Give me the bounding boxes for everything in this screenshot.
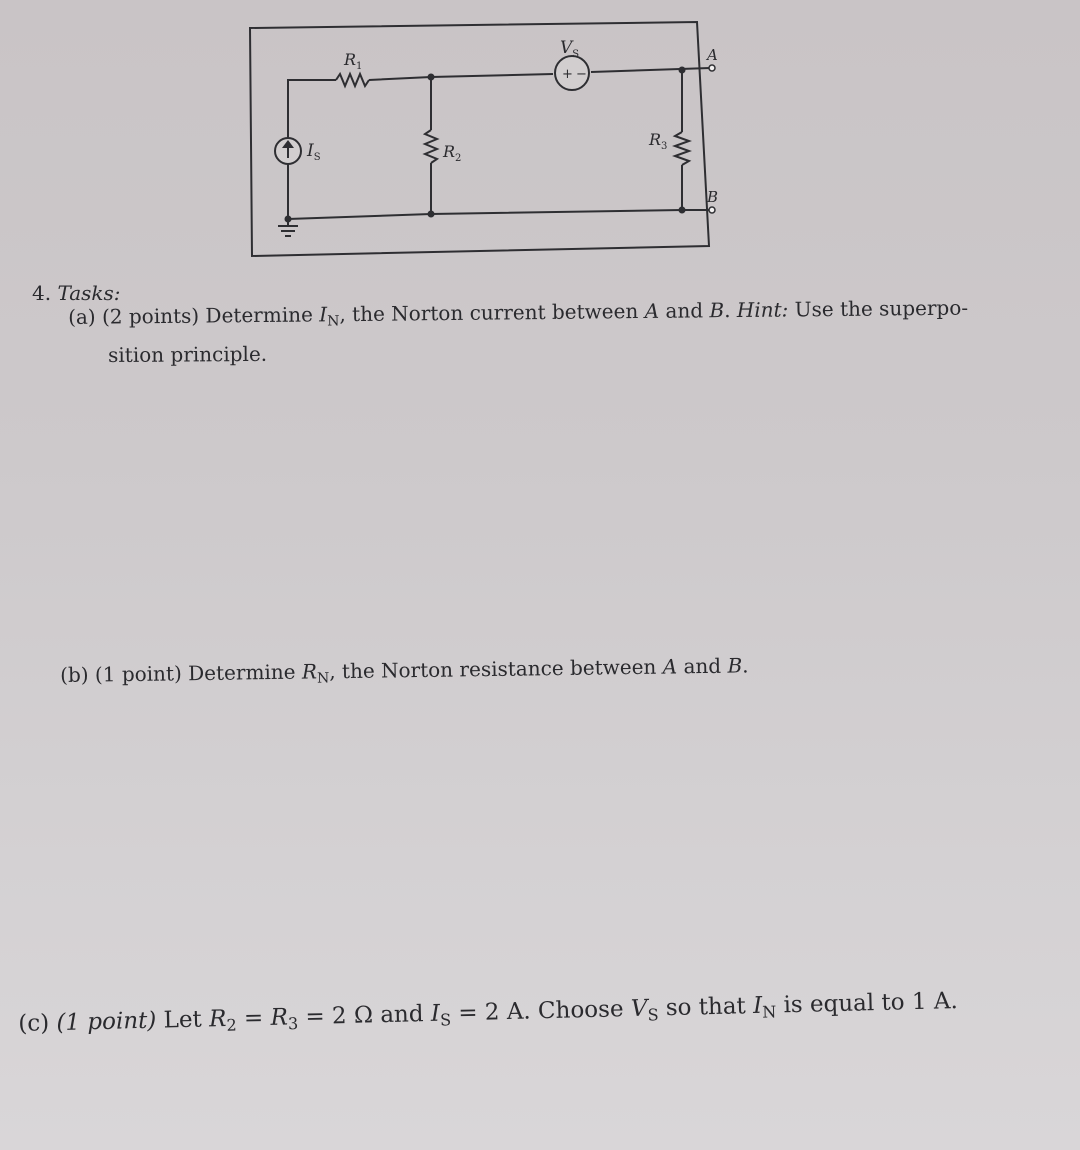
terminal-a [709,65,715,71]
node-top-r2 [428,74,435,81]
task-b-marker: (b) [60,662,89,687]
task-c [18,987,958,1042]
task-a-node-a: A [644,298,660,323]
task-c-eq2: = 2 Ω and [297,1000,432,1031]
circuit-nodes [285,67,686,223]
node-a-label: A [707,46,718,64]
task-b-var-sub: N [316,670,330,687]
terminal-b [709,207,715,213]
task-b-text3: . [742,653,749,678]
voltage-source-vs [555,56,589,90]
task-b-node-a: A [662,654,678,679]
task-c-in-sub: N [762,1002,777,1022]
task-b [60,652,749,691]
task-c-text1: Let [163,1006,203,1034]
r2-label: $R_2$ [443,142,462,164]
task-c-r3: R [270,1004,289,1031]
is-label: $I_S$ [307,141,321,163]
task-a-hint-text: Use the superpo- [794,295,969,322]
node-bottom-r2 [428,211,435,218]
r1-resistor [336,74,369,86]
tasks-heading [32,280,121,306]
task-c-eq3: = 2 A. Choose [450,996,632,1027]
task-a-text2: , the Norton current between [339,299,639,327]
vs-plus: + [562,67,573,82]
task-a-hint-label: Hint: [736,297,789,322]
circuit-frame [250,22,709,256]
circuit-svg [248,20,719,256]
task-a-and: and [665,298,704,323]
task-c-points: (1 point) [56,1007,157,1037]
task-a-text1: Determine [205,302,313,328]
task-number: 4. [32,281,52,305]
task-c-r2-sub: 2 [226,1015,238,1035]
task-a-node-b: B [709,298,725,323]
task-c-eq1: = [236,1004,271,1032]
task-a-text3: . [723,298,731,323]
r3-resistor [675,132,689,165]
vs-minus: − [576,67,587,82]
task-c-vs-sub: S [647,1005,659,1025]
task-b-text1: Determine [188,659,296,686]
node-bottom-r3 [679,207,686,214]
task-c-marker: (c) [18,1010,50,1037]
task-c-text2: so that [658,993,754,1022]
task-a-var-sub: N [327,313,340,330]
r2-resistor [425,130,437,163]
task-c-is-sub: S [439,1010,452,1030]
circuit-wires [278,68,710,236]
circuit-diagram [248,20,719,256]
task-a-var: I [319,302,328,327]
task-c-vs: V [630,995,648,1023]
task-b-var: R [301,659,318,684]
task-a-marker: (a) [68,304,96,329]
task-c-text3: is equal to 1 A. [775,988,959,1019]
task-b-node-b: B [727,653,743,678]
task-a-line1 [68,295,968,334]
vs-label: $V_S$ [560,38,580,60]
r1-label: $R_1$ [344,50,363,72]
task-b-text2: , the Norton resistance between [329,654,657,684]
task-c-is: I [430,1000,441,1027]
current-source-is [275,138,301,164]
task-c-in: I [752,992,763,1020]
task-c-r3-sub: 3 [287,1013,299,1034]
task-c-r2: R [208,1005,227,1033]
node-ground [285,216,292,223]
node-top-r3 [679,67,686,74]
tasks-title: Tasks: [57,281,121,305]
task-b-points: (1 point) [94,661,182,687]
r3-label: $R_3$ [649,130,668,152]
task-a-points: (2 points) [101,303,200,329]
task-b-and: and [683,653,722,679]
node-b-label: B [707,188,719,206]
task-a-line2: sition principle. [108,341,268,367]
